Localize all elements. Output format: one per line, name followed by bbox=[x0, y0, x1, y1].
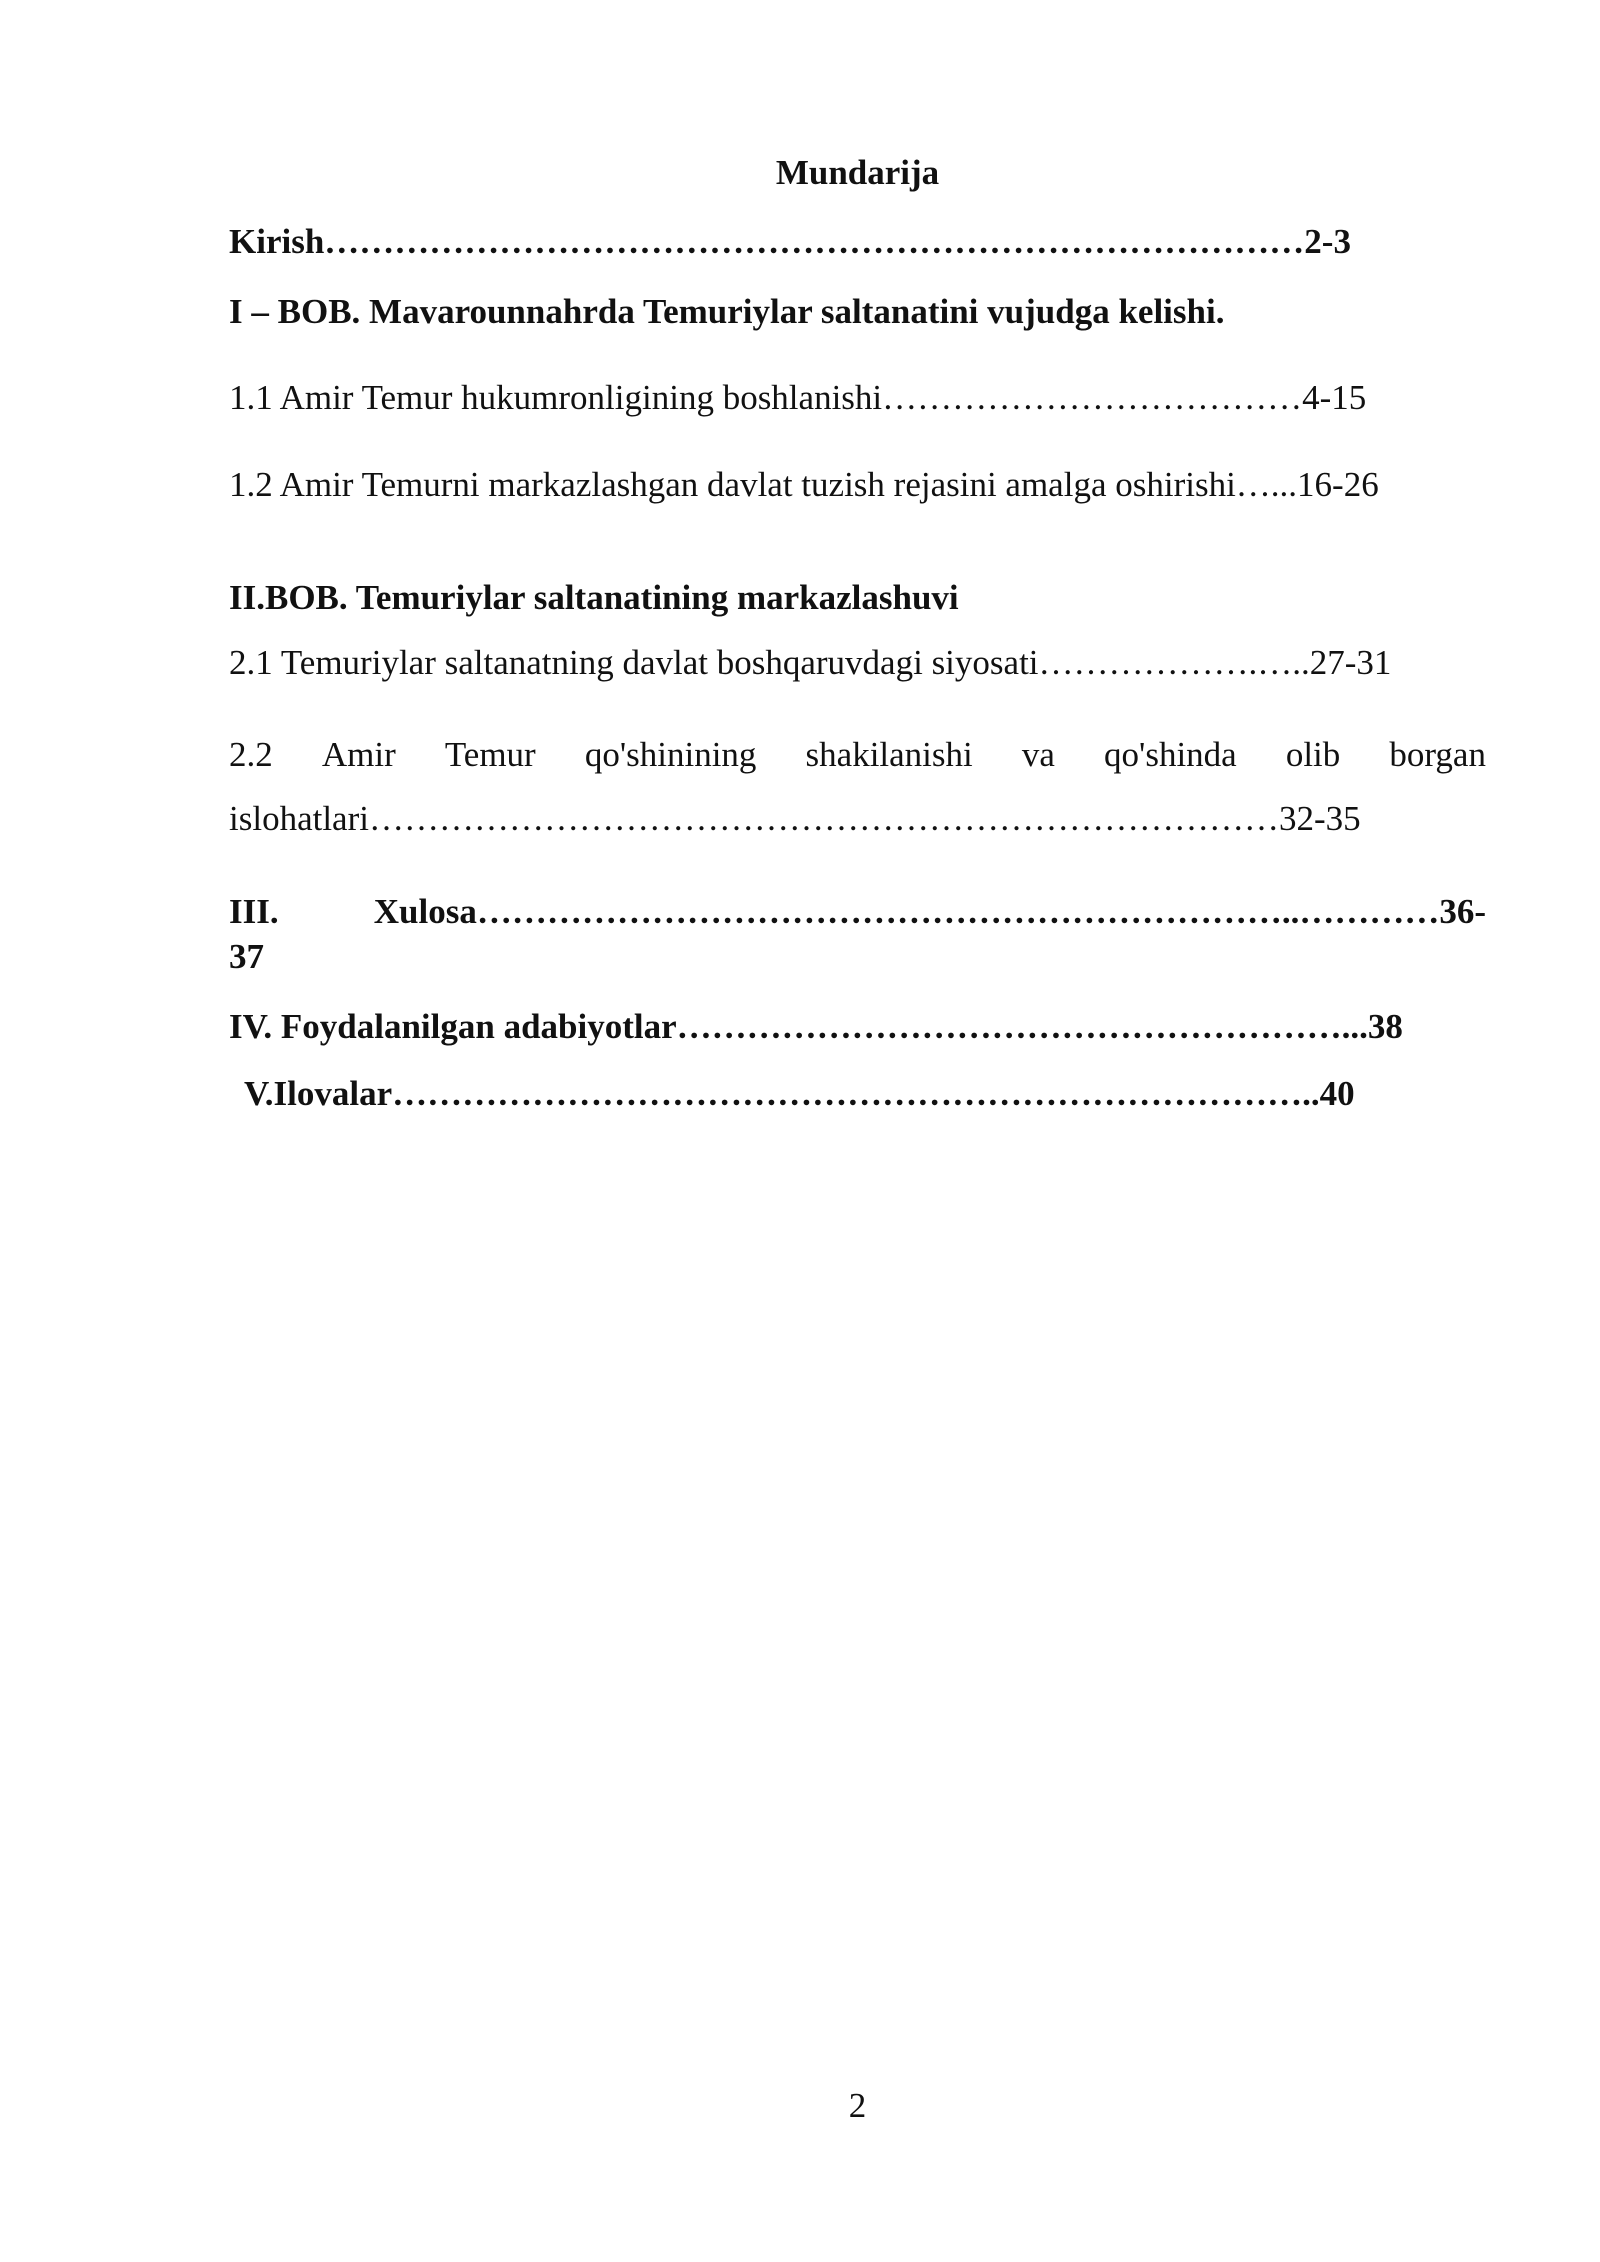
toc-title: Mundarija bbox=[775, 153, 940, 192]
toc-word: borgan bbox=[1389, 735, 1486, 774]
page-number: 2 bbox=[848, 2086, 867, 2125]
toc-word: shakilanishi bbox=[805, 735, 973, 774]
toc-entry-2-2-line1 bbox=[229, 735, 1486, 775]
toc-entry-adabiyotlar: IV. Foydalanilgan adabiyotlar…………………………………………………...38 bbox=[229, 1007, 1403, 1046]
toc-chapter-1-heading: I – BOB. Mavarounnahrda Temuriylar saltanatini vujudga kelishi. bbox=[229, 292, 1225, 331]
toc-entry-2-2-line2: islohatlari……………………………………………………………………32-35 bbox=[229, 799, 1361, 838]
toc-entry-xulosa-line1 bbox=[229, 892, 1486, 932]
toc-word: Xulosa……………………………………………………………..…………36- bbox=[373, 892, 1486, 931]
toc-word: III. bbox=[229, 892, 279, 931]
toc-entry-1-2: 1.2 Amir Temurni markazlashgan davlat tuzish rejasini amalga oshirishi…...16-26 bbox=[229, 465, 1379, 504]
toc-entry-2-1: 2.1 Temuriylar saltanatning davlat boshqaruvdagi siyosati……………….…..27-31 bbox=[229, 643, 1392, 682]
toc-entry-xulosa-line2: 37 bbox=[229, 937, 264, 976]
toc-word: va bbox=[1021, 735, 1055, 774]
toc-entry-1-1: 1.1 Amir Temur hukumronligining boshlanishi………………………………4-15 bbox=[229, 378, 1367, 417]
toc-word: olib bbox=[1285, 735, 1341, 774]
toc-entry-kirish: Kirish…………………………………………………………………………2-3 bbox=[229, 222, 1351, 261]
toc-word: Temur bbox=[444, 735, 536, 774]
toc-word: 2.2 bbox=[229, 735, 273, 774]
toc-word: qo'shinining bbox=[584, 735, 757, 774]
toc-word: Amir bbox=[321, 735, 396, 774]
toc-word: qo'shinda bbox=[1104, 735, 1237, 774]
toc-entry-ilovalar: V.Ilovalar……………………………………………………………………..40 bbox=[244, 1074, 1355, 1113]
toc-chapter-2-heading: II.BOB. Temuriylar saltanatining markazlashuvi bbox=[229, 578, 959, 617]
